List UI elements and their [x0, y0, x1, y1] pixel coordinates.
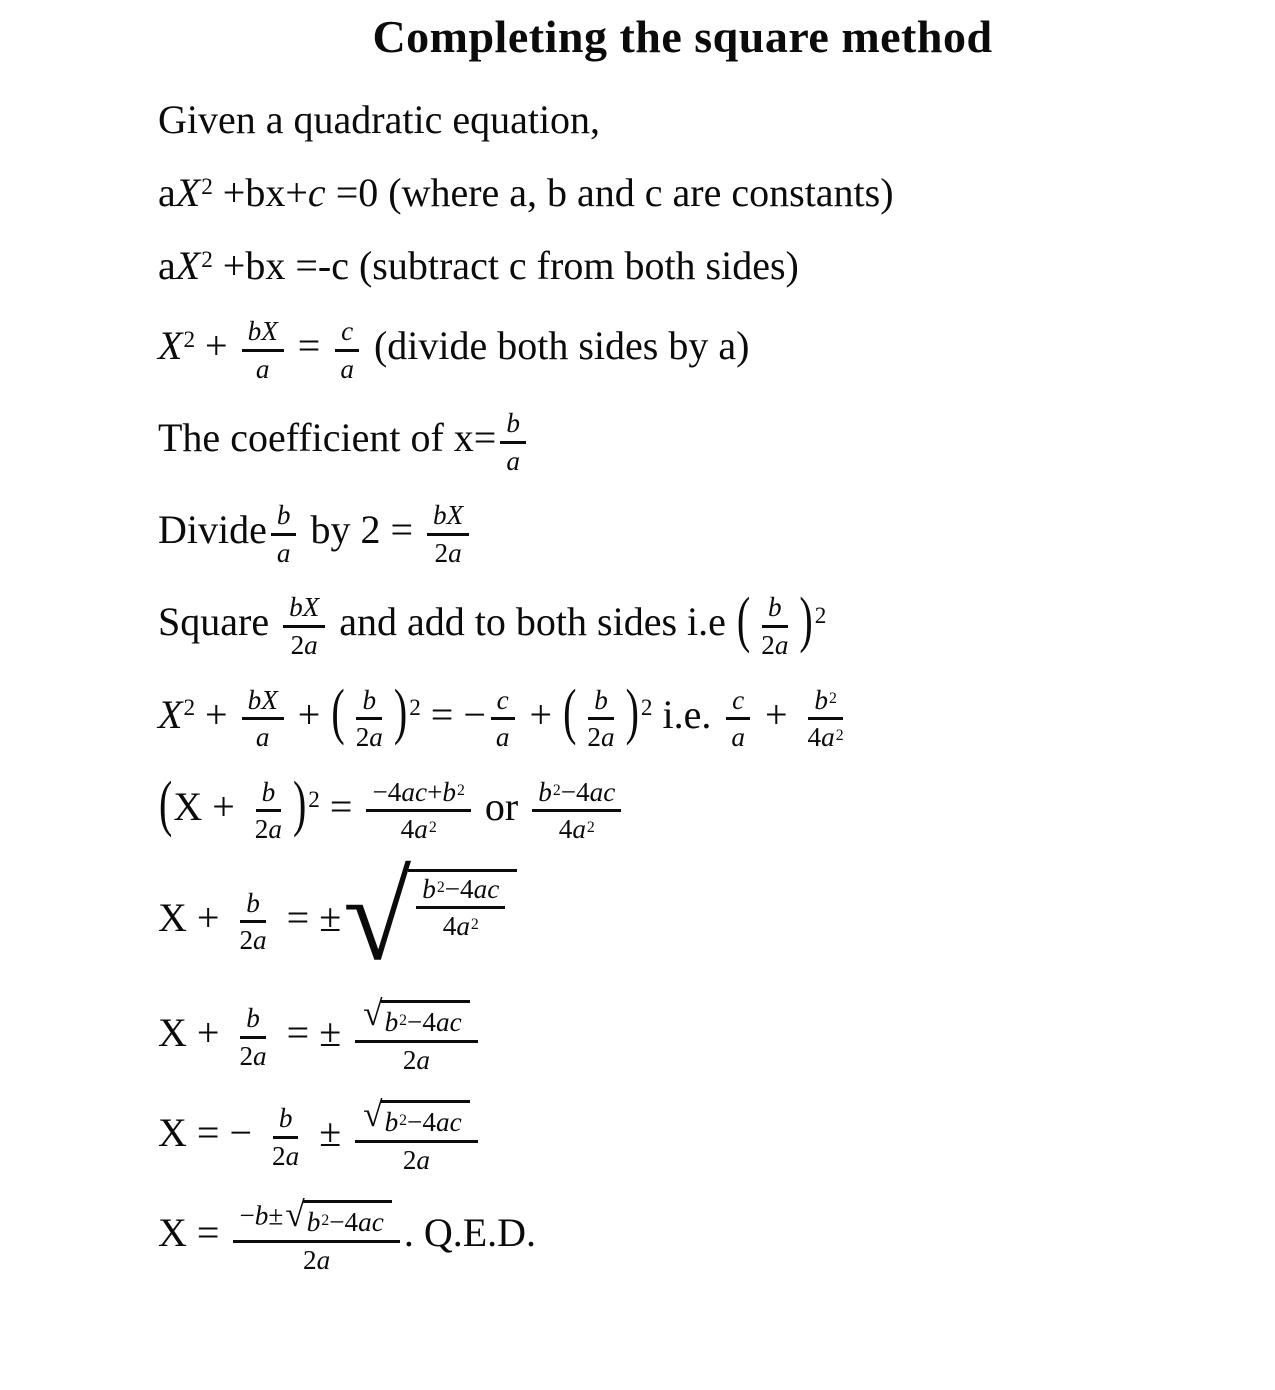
denominator — [553, 812, 601, 844]
text-run: X = − — [158, 1110, 263, 1156]
big-paren: ) — [799, 584, 813, 655]
numerator — [335, 316, 359, 352]
radicand — [381, 1100, 470, 1137]
math-variable: c — [732, 684, 745, 715]
text-run: = − — [420, 691, 486, 737]
superscript: 2 — [201, 173, 213, 200]
superscript: 2 — [640, 695, 653, 722]
line-simplified-root — [158, 993, 1235, 1075]
fraction — [500, 408, 526, 475]
text-run: X + — [158, 894, 230, 940]
radicand — [303, 1200, 392, 1237]
text-run: + — [754, 691, 798, 737]
math-variable: b — [538, 776, 552, 807]
fraction — [334, 316, 360, 383]
math-variable: a — [414, 814, 428, 845]
numerator — [256, 777, 282, 813]
numerator — [588, 685, 614, 721]
fraction — [350, 685, 389, 752]
numerator — [491, 685, 515, 721]
fraction — [427, 500, 469, 567]
text-run: = ± — [276, 894, 342, 940]
math-variable: ac — [358, 1207, 384, 1238]
math-variable: a — [774, 629, 789, 660]
denominator — [429, 536, 468, 568]
superscript: 2 — [321, 1212, 330, 1230]
text-run: a — [158, 170, 176, 215]
text-run: − — [239, 1200, 255, 1231]
big-paren: ( — [736, 584, 751, 655]
fraction — [366, 777, 470, 844]
big-paren: ) — [292, 768, 307, 839]
math-variable: ac — [435, 1007, 462, 1038]
math-variable: a — [456, 911, 470, 942]
radical-icon: √ — [285, 1193, 305, 1234]
math-variable: a — [601, 722, 615, 753]
denominator — [802, 720, 850, 752]
math-variable: b — [254, 1200, 269, 1231]
text-run: X + — [158, 1009, 230, 1055]
text-run: 2 — [587, 722, 601, 753]
math-variable: bX — [247, 684, 278, 715]
math-variable: ac — [589, 776, 616, 807]
text-run: =0 (where a, b and c are constants) — [325, 170, 894, 215]
denominator — [250, 720, 276, 752]
numerator — [233, 1193, 399, 1243]
denominator — [334, 352, 360, 384]
text-run: i.e. — [652, 691, 722, 737]
text-run: 2 — [239, 925, 254, 956]
fraction — [725, 685, 751, 752]
numerator — [240, 1003, 266, 1039]
line-given — [158, 97, 1235, 145]
math-variable: ac — [435, 1107, 462, 1138]
line-isolate-x — [158, 1093, 1235, 1175]
denominator — [233, 923, 272, 955]
denominator — [271, 536, 297, 568]
text-run: 2 — [254, 814, 269, 845]
text-run: or — [474, 783, 529, 829]
line-completed-square — [158, 676, 1235, 753]
text-run: Square — [158, 599, 280, 645]
text-run: −4 — [372, 776, 402, 807]
math-variable: a — [255, 722, 270, 753]
text-run: −4 — [407, 1007, 436, 1038]
superscript: 2 — [835, 727, 844, 745]
superscript: 2 — [409, 695, 421, 722]
denominator — [266, 1139, 305, 1171]
math-variable: a — [255, 353, 270, 384]
numerator — [427, 500, 469, 536]
math-variable: a — [369, 722, 383, 753]
math-variable: a — [495, 722, 510, 753]
radicand — [381, 1000, 470, 1037]
line-square-and-add — [158, 584, 1235, 660]
denominator — [581, 720, 620, 752]
numerator — [355, 993, 478, 1043]
denominator — [250, 352, 276, 384]
superscript: 2 — [470, 916, 479, 934]
fraction — [233, 1003, 272, 1070]
text-run: 2 — [303, 1244, 317, 1275]
denominator — [285, 628, 324, 660]
text-run: + — [195, 322, 238, 368]
math-variable: ac — [473, 873, 500, 904]
numerator — [283, 592, 325, 628]
text-run: 4 — [807, 722, 822, 753]
big-paren: ( — [563, 676, 577, 747]
denominator — [725, 720, 751, 752]
text-run: + — [427, 776, 443, 807]
text-run: + — [519, 691, 563, 737]
square-root — [285, 1193, 392, 1238]
denominator — [397, 1043, 436, 1075]
math-variable: a — [304, 629, 318, 660]
text-run: 2 — [355, 722, 370, 753]
numerator — [500, 408, 526, 444]
numerator — [273, 1103, 299, 1139]
text-run: 2 — [402, 1044, 417, 1075]
math-variable: b — [506, 408, 520, 439]
text-run: 2 — [761, 629, 775, 660]
math-variable: b — [246, 1003, 260, 1034]
math-variable: bX — [247, 316, 278, 346]
fraction — [283, 592, 325, 659]
denominator — [249, 812, 288, 844]
numerator — [366, 777, 470, 813]
denominator — [233, 1039, 272, 1071]
text-run: = — [287, 322, 331, 368]
text-run: = ± — [276, 1009, 352, 1055]
math-variable: X — [175, 170, 201, 215]
math-variable: b — [594, 684, 608, 715]
numerator — [242, 316, 284, 352]
math-variable: a — [276, 537, 291, 568]
numerator — [271, 500, 297, 536]
math-variable: b — [814, 684, 828, 715]
fraction — [233, 888, 272, 955]
math-variable: a — [285, 1140, 300, 1171]
text-run: −4 — [444, 873, 474, 904]
line-coefficient-of-x — [158, 408, 1235, 475]
denominator — [395, 812, 443, 844]
math-variable: a — [316, 1244, 331, 1275]
line-divide-by-a — [158, 316, 1235, 383]
text-run: (divide both sides by a) — [363, 322, 750, 368]
superscript: 2 — [183, 695, 196, 722]
fraction — [242, 316, 284, 383]
big-paren: ( — [159, 768, 173, 839]
math-variable: b — [422, 873, 436, 904]
numerator — [242, 685, 284, 721]
math-variable: a — [821, 722, 835, 753]
square-root — [363, 993, 470, 1038]
numerator — [808, 685, 842, 721]
superscript: 2 — [457, 781, 465, 799]
superscript: 2 — [828, 689, 837, 707]
numerator — [356, 685, 382, 721]
math-variable: a — [448, 537, 462, 568]
radicand — [408, 869, 517, 941]
derivation-lines — [0, 97, 1275, 1275]
denominator — [437, 909, 485, 941]
text-run: a — [158, 243, 176, 288]
denominator — [755, 628, 794, 660]
math-variable: a — [268, 814, 282, 845]
superscript: 2 — [399, 1112, 408, 1130]
text-run: 2 — [402, 1144, 417, 1175]
text-run: = — [319, 783, 363, 829]
radical-icon: √ — [363, 1093, 383, 1134]
numerator — [762, 592, 788, 628]
line-half-coefficient — [158, 500, 1235, 567]
math-variable: a — [416, 1144, 430, 1175]
math-variable: a — [416, 1044, 430, 1075]
denominator — [297, 1243, 336, 1275]
denominator — [397, 1143, 436, 1175]
fraction — [532, 777, 621, 844]
text-run: . Q.E.D. — [403, 1210, 537, 1256]
math-variable: b — [276, 500, 291, 531]
math-variable: c — [307, 170, 326, 215]
math-variable: b — [246, 887, 260, 918]
big-paren: ) — [393, 676, 408, 747]
math-variable: c — [341, 316, 354, 346]
math-variable: a — [340, 353, 354, 384]
text-run: 2 — [290, 629, 305, 660]
math-variable: bX — [433, 500, 464, 531]
math-variable: b — [442, 776, 456, 807]
numerator — [355, 1093, 478, 1143]
text-run: 4 — [400, 814, 415, 845]
superscript: 2 — [814, 603, 827, 630]
fraction — [581, 685, 620, 752]
page-title: Completing the square method — [372, 11, 993, 62]
text-run: 2 — [272, 1140, 286, 1171]
big-paren: ) — [625, 676, 639, 747]
square-root — [363, 1093, 470, 1138]
fraction — [233, 1193, 399, 1275]
text-run: ± — [309, 1110, 352, 1156]
superscript: 2 — [308, 787, 320, 814]
text-run: by 2 = — [300, 507, 424, 552]
text-run: + — [287, 691, 331, 737]
numerator — [726, 685, 750, 721]
text-run: The coefficient of x= — [158, 414, 497, 460]
superscript: 2 — [399, 1012, 408, 1030]
denominator — [490, 720, 516, 752]
text-run: ± — [268, 1200, 284, 1231]
big-paren: ( — [331, 676, 345, 747]
superscript: 2 — [586, 819, 595, 837]
text-run: + — [195, 691, 238, 737]
radical-icon: √ — [343, 849, 412, 987]
math-variable: X — [175, 243, 201, 288]
text-run: Divide — [158, 507, 267, 552]
fraction — [249, 777, 288, 844]
text-run: X = — [158, 1210, 230, 1256]
text-run: 2 — [434, 537, 449, 568]
numerator — [532, 777, 621, 813]
superscript: 2 — [552, 781, 561, 799]
numerator — [416, 874, 505, 910]
numerator — [240, 888, 266, 924]
superscript: 2 — [183, 326, 196, 353]
text-run: 2 — [239, 1040, 254, 1071]
line-subtract-c — [158, 243, 1235, 291]
superscript: 2 — [201, 246, 213, 273]
line-quadratic-formula — [158, 1193, 1235, 1275]
fraction — [266, 1103, 305, 1170]
math-variable: b — [384, 1107, 399, 1138]
text-run: and add to both sides i.e — [329, 599, 736, 645]
math-variable: a — [253, 925, 267, 956]
text-run: −4 — [329, 1207, 359, 1238]
fraction — [755, 592, 794, 659]
text-run: 4 — [442, 911, 457, 942]
fraction — [355, 993, 478, 1075]
math-variable: c — [496, 684, 509, 715]
text-run: X + — [173, 783, 245, 829]
line-squared-binomial — [158, 768, 1235, 845]
math-variable: b — [278, 1103, 293, 1134]
math-variable: ac — [401, 776, 428, 807]
math-variable: a — [731, 722, 745, 753]
text-run: 4 — [558, 814, 573, 845]
math-variable: b — [261, 776, 276, 807]
fraction — [355, 1093, 478, 1175]
math-variable: a — [506, 445, 520, 476]
math-variable: a — [253, 1040, 267, 1071]
fraction — [242, 685, 284, 752]
math-variable: b — [306, 1207, 321, 1238]
fraction — [490, 685, 516, 752]
math-variable: bX — [289, 592, 320, 623]
denominator — [350, 720, 389, 752]
fraction — [802, 685, 850, 752]
line-sqrt-both-sides — [158, 849, 1235, 987]
math-variable: b — [362, 684, 377, 715]
text-run: +bx+ — [212, 170, 308, 215]
radical-icon: √ — [363, 993, 383, 1034]
text-run: −4 — [560, 776, 590, 807]
square-root — [343, 849, 517, 987]
denominator — [500, 444, 526, 476]
fraction — [271, 500, 297, 567]
math-variable: X — [158, 322, 183, 368]
text-run: Given a quadratic equation, — [158, 97, 601, 142]
math-variable: a — [572, 814, 586, 845]
superscript: 2 — [428, 819, 437, 837]
text-run: +bx =-c (subtract c from both sides) — [212, 243, 799, 288]
math-variable: b — [384, 1007, 399, 1038]
line-general-form — [158, 170, 1235, 218]
math-variable: X — [158, 691, 183, 737]
text-run: −4 — [407, 1107, 436, 1138]
math-variable: b — [768, 592, 782, 623]
superscript: 2 — [436, 878, 445, 896]
fraction — [416, 874, 505, 941]
